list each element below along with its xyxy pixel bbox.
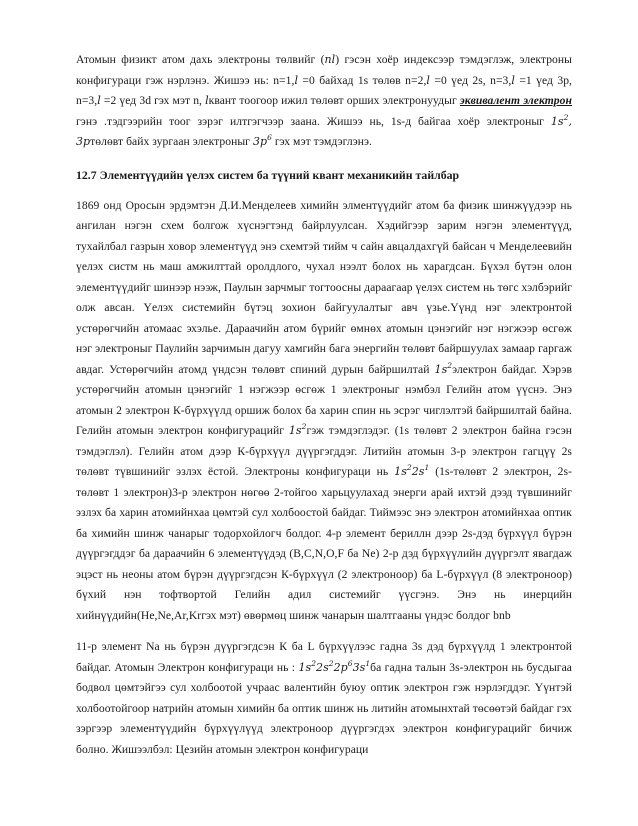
emphasized-term: эквивалент электрон: [459, 94, 572, 107]
math-l: l: [97, 94, 101, 107]
superscript: 2: [406, 463, 412, 472]
math-1s: 1s: [434, 362, 448, 376]
math-l: l: [294, 73, 299, 87]
body-paragraph-2: [76, 637, 572, 760]
text-run: гэх мэт тэмдэглэнэ.: [271, 135, 372, 148]
text-run: 11-р элемент Na нь бүрэн дүүргэгдсэн К ба L бүрхүүлээс гадна 3s дэд бүрхүүлд 1 электронтой байдаг. Атомын Электрон конфигураци нь :: [76, 640, 572, 674]
body-paragraph-1: [76, 196, 572, 627]
text-run: ) гэсэн хоёр индексээр тэмдэглэж, электроны конфигураци гэж нэрлэнэ. Жишээ нь: n=1,: [76, 53, 572, 87]
superscript: 1: [365, 658, 371, 668]
superscript: 2: [301, 422, 307, 431]
text-run: төлөвт байх зургаан электроныг: [90, 135, 253, 148]
superscript: 2: [328, 658, 334, 668]
text-run: 1869 онд Оросын эрдэмтэн Д.И.Менделеев химийн элментүүдийг атом ба физик шинжүүдээр нь ангилан нэгэн схем болгож хүснэгтэнд байрлуулсан. Хэдийгээр зарим нэгэн элементүүд, тухайлбал газрын ховор элементүүд энэ схемтэй тийм ч сайн авцалдахгүй байсан ч Менделеевийн үелэх систм нь маш амжилттай оролдлого, чухал нээлт болох нь харагдсан. Бүхэл бүтэн олон элементүүдийг шинээр нээж, Паулын зарчмыг тогтоосны дараагаар үелэх систем нь төгс хэлбэрийг олж авсан. Үелэх системийн бүтэц зохион байгуулалтыг авч үзье.Үүнд нэг электронтой устөрөгчийн атомаас эхэлье. Дараачийн атом бүрийг өмнөх атомын цэнэгийг нэг нэгжээр өсгөж нэг электроныг Паулийн зарчимын дагуу хамгийн бага энергийн төлөвт байршуулах замаар гаргаж авдаг. Устөрөгчийн атомд үндсэн төлөвт спиний дурын байршилтай: [76, 198, 573, 376]
math-1s: 1s: [550, 114, 564, 128]
math-2s: 2s: [411, 465, 425, 478]
math-nl: nl: [324, 53, 336, 66]
superscript: 6: [347, 658, 353, 668]
math-l: l: [426, 73, 430, 87]
text-run: Атомын физикт атом дахь электроны төлвийг (: [76, 53, 325, 66]
math-1s: 1s: [394, 465, 407, 478]
text-run: электрон байдаг. Хэрэв устөрөгчийн атомын цэнэгийг 1 нэгжээр өсгөж 1 электроныг нэмбэл Гелийн атом үүснэ. Энэ атомын 2 электрон К-бүрхүүлд оршиж болох ба харин спин нь эсрэг чиглэлтэй байршилтай байна. Гелийн атомын электрон конфигурацийг: [76, 362, 572, 437]
intro-paragraph: [76, 50, 572, 153]
superscript: 2: [311, 658, 317, 668]
text-run: =0 үед 2s, n=3,: [429, 73, 512, 87]
text-run: квант тоогоор ижил төлөвт орших электронуудыг: [208, 94, 460, 107]
math-3p: , 3p: [76, 114, 572, 148]
superscript: 6: [267, 133, 272, 142]
section-heading: 12.7 Элементүүдийн үелэх систем ба түүний квант механикийн тайлбар: [76, 167, 460, 182]
text-run: (1s-төлөвт 2 электрон, 2s-төлөвт 1 электрон)3-р электрон нөгөө 2-тойгоо харьцуулахад энерги арай ихтэй дээд түвшинийг эзлэх ба харин атомийнхаа цөмтэй сул холбоостой байдаг. Тиймээс энэ электрон атомийнхаа оптик ба химийн шинж чанарыг тодорхойлогч болдог. 4-р элемент бериллн дээр 2s-дэд бүрхүүл бүрэн дүүргэгддэг ба дараачийн 6 элементүүдэд (B,C,N,O,F ба Ne) 2-р дэд бүрхүүлийн дүүргэлт явагдаж эцэст нь неоны атом бүрэн дүүргэгдсэн К-бүрхүүл (2 электроноор) ба L-бүрхүүл (8 электроноор) бүхий нэн тофтвортой Гелийн адил системийг үүсгэнэ. Энэ нь инерцийн хийнүүдийн(He,Ne,Ar,Krгэх мэт) өвөрмөц шинж чанарын шалтгааны үндэс болдог bnb: [76, 465, 572, 622]
math-l: l: [511, 73, 515, 87]
text-run: гэж тэмдэглэдэг. (1s төлөвт 2 электрон байна гэсэн тэмдэглэл). Гелийн атом дээр К-бүрхүүл дүүргэгддэг. Литийн атомын 3-р электрон гагцүү 2s төлөвт түвшинийг эзлэх ёстой. Электроны конфигураци нь: [76, 424, 572, 478]
superscript: 1: [424, 463, 430, 472]
text-run: =0 байхад 1s төлөв n=2,: [298, 73, 427, 87]
math-l: l: [205, 94, 209, 107]
superscript: 2: [447, 360, 453, 370]
math-1s: 1s: [298, 660, 312, 674]
math-3s: 3s: [352, 660, 366, 674]
math-2p: 2p: [333, 660, 348, 674]
math-2s: 2s: [316, 660, 329, 674]
text-run: ба гадна талын 3s-электрон нь бусдыгаа бодвол цөмтэйгээ сул холбоотой учраас валентийн буюу оптик электрон гэж нэрлэгддэг. Үүнтэй холбоотойгоор натрийн атомын химийн ба оптик шинж нь литийн атомынхтай төсөөтэй байдаг гэх зэргээр элементүүдийн бүрхүүлүүд электроноор дүүргэгдэх электрон конфигурацийг бичиж болно. Жишээлбэл: Цезийн атомын электрон конфигураци: [76, 660, 572, 756]
text-run: =2 үед 3d гэх мэт n,: [100, 94, 206, 107]
text-run: =1 үед 3p, n=3,: [76, 73, 572, 107]
text-run: гэнэ .тэдгээрийн тоог зэрэг илтгэгчээр заана. Жишээ нь, 1s-д байгаа хоёр электроныг: [76, 114, 551, 128]
superscript: 2: [563, 112, 569, 122]
math-1s: 1s: [288, 424, 302, 437]
math-3p: 3p: [252, 135, 268, 148]
